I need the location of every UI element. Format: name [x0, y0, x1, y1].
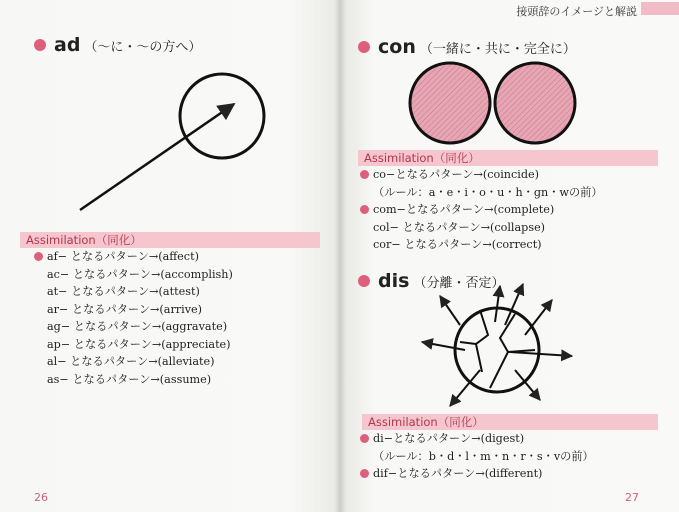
target-circle: [180, 74, 264, 158]
prefix-meaning: （〜に・〜の方へ）: [84, 40, 202, 55]
pattern-item: [34, 336, 233, 354]
pattern-text: （ルール：a・e・i・o・u・h・gn・wの前）: [373, 185, 603, 199]
dis-pattern-list: [360, 430, 594, 483]
pattern-item: [34, 301, 233, 319]
page-number: 26: [34, 491, 48, 504]
pattern-item: [34, 371, 233, 389]
pattern-text: at− となるパターン→(attest): [47, 285, 200, 298]
pattern-item: [360, 448, 594, 466]
bullet-icon: [360, 469, 369, 478]
assimilation-label: Assimilation（同化）: [26, 233, 142, 247]
together-circle-right: [495, 63, 575, 143]
running-title: 接頭辞のイメージと解説: [516, 5, 637, 18]
pattern-text: cor− となるパターン→(correct): [373, 238, 542, 251]
pattern-text: ap− となるパターン→(appreciate): [47, 337, 231, 351]
pattern-item: [360, 236, 603, 254]
right-page: [340, 0, 679, 512]
dis-assimilation-band: [362, 414, 658, 430]
con-diagram: [340, 0, 679, 150]
pattern-text: di−となるパターン→(digest): [373, 432, 525, 445]
pattern-item: [360, 201, 603, 219]
prefix-meaning: （一緒に・共に・完全に）: [419, 42, 576, 57]
pattern-item: [34, 266, 233, 284]
assimilation-label: Assimilation（同化）: [368, 415, 484, 429]
ad-diagram: [0, 0, 340, 240]
pattern-text: ac− となるパターン→(accomplish): [47, 267, 233, 281]
prefix-title: ad: [54, 34, 81, 56]
pattern-text: as− となるパターン→(assume): [47, 372, 212, 386]
prefix-title: con: [378, 36, 416, 58]
pattern-text: af− となるパターン→(affect): [47, 250, 199, 263]
con-assimilation-band: [358, 150, 658, 166]
prefix-meaning: （分離・否定）: [413, 276, 505, 291]
pattern-item: [360, 219, 603, 237]
con-pattern-list: [360, 166, 603, 254]
pattern-item: [360, 465, 594, 483]
pattern-text: col− となるパターン→(collapse): [373, 220, 546, 234]
pattern-text: co−となるパターン→(coincide): [373, 168, 539, 181]
pattern-text: ar− となるパターン→(arrive): [47, 302, 203, 316]
pattern-text: （ルール：b・d・l・m・n・r・s・vの前）: [373, 449, 594, 463]
page-number: 27: [625, 491, 639, 504]
pattern-text: com−となるパターン→(complete): [373, 203, 555, 216]
assimilation-label: Assimilation（同化）: [364, 151, 480, 165]
book-gutter: [334, 0, 346, 512]
pattern-item: [34, 248, 233, 266]
bullet-icon: [360, 205, 369, 214]
scatter-arrows: [422, 284, 572, 406]
together-circle-left: [410, 63, 490, 143]
prefix-title: dis: [378, 270, 410, 292]
pattern-item: [34, 283, 233, 301]
pattern-text: ag− となるパターン→(aggravate): [47, 320, 228, 333]
bullet-icon: [360, 170, 369, 179]
bullet-icon: [360, 434, 369, 443]
pattern-item: [360, 166, 603, 184]
pattern-item: [360, 430, 594, 448]
ad-pattern-list: [34, 248, 233, 388]
pattern-item: [360, 184, 603, 202]
pattern-item: [34, 353, 233, 371]
pattern-item: [34, 318, 233, 336]
assimilation-band: [20, 232, 320, 248]
pattern-text: dif−となるパターン→(different): [373, 467, 543, 480]
pattern-text: al− となるパターン→(alleviate): [47, 355, 215, 368]
dis-diagram: [340, 280, 679, 420]
bullet-icon: [34, 252, 43, 261]
crack-lines: [460, 310, 535, 388]
